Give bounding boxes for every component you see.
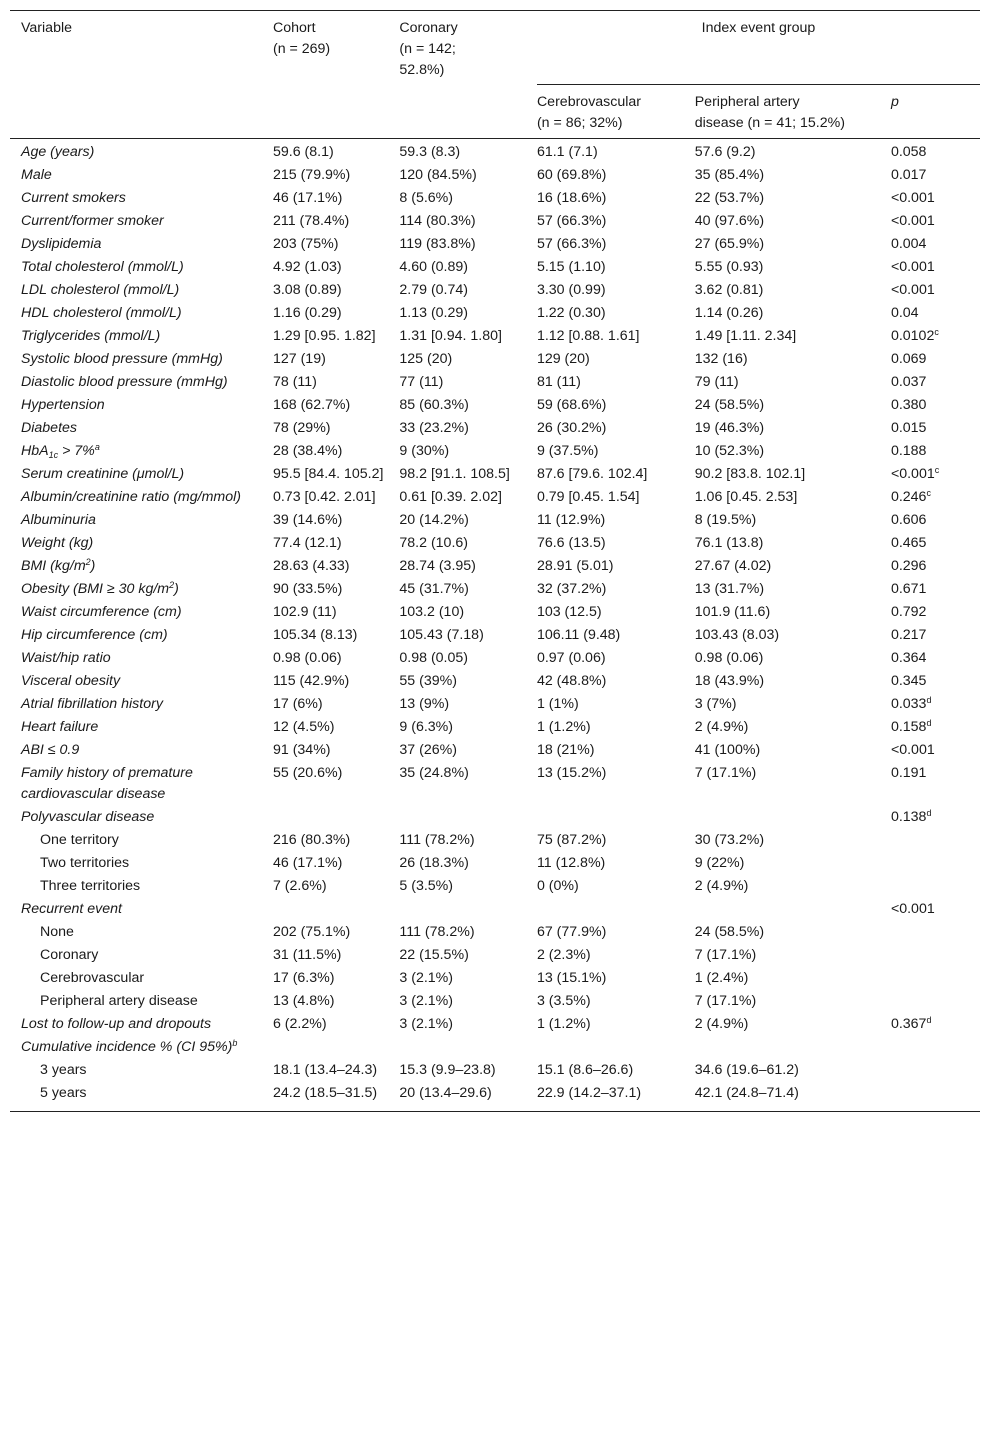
cell-cohort: 24.2 (18.5–31.5) <box>272 1085 378 1101</box>
cell-pad: 24 (58.5%) <box>694 397 765 413</box>
cell-pad: 2 (4.9%) <box>694 878 749 894</box>
cell-cerebro: 0.79 [0.45. 1.54] <box>536 489 640 505</box>
cell-cohort: 59.6 (8.1) <box>272 144 334 160</box>
cell-pad: 13 (31.7%) <box>694 581 765 597</box>
cell-pad: 22 (53.7%) <box>694 190 765 206</box>
row-label: Total cholesterol (mmol/L) <box>21 259 184 275</box>
cell-p-value <box>891 967 980 990</box>
row-label: Male <box>21 167 52 183</box>
row-label: Age (years) <box>21 144 95 160</box>
cell-p-value: <0.001$^c$ <box>890 465 940 482</box>
cell-p-value: <0.001 <box>890 901 935 917</box>
cell-p-value: 0.465 <box>890 535 927 551</box>
table-row <box>10 1013 980 1036</box>
cell-p-value: 0.246$^c$ <box>890 488 931 505</box>
table-row <box>10 509 980 532</box>
cell-cohort: 168 (62.7%) <box>272 397 351 413</box>
row-label: Diastolic blood pressure (mmHg) <box>21 374 228 390</box>
row-label: HDL cholesterol (mmol/L) <box>21 305 182 321</box>
cell-coronary: 3 (2.1%) <box>399 1016 454 1032</box>
cell-coronary: 0.61 [0.39. 2.02] <box>399 489 502 505</box>
cell-pad: 3 (7%) <box>694 696 737 712</box>
cell-cohort: 17 (6.3%) <box>272 970 335 986</box>
cell-coronary: 98.2 [91.1. 108.5] <box>399 466 510 482</box>
cell-cerebro: 0.97 (0.06) <box>536 650 606 666</box>
row-label: Obesity (BMI ≥ 30 $kg/m^2$) <box>21 580 179 597</box>
cell-p-value: 0.367$^d$ <box>890 1015 932 1032</box>
cell-pad: 19 (46.3%) <box>694 420 765 436</box>
cell-cohort: 46 (17.1%) <box>272 190 343 206</box>
cell-cohort: 46 (17.1%) <box>272 855 343 871</box>
cell-p-value <box>891 1059 980 1082</box>
table-row <box>10 647 980 670</box>
cell-cohort: 102.9 (11) <box>272 604 337 620</box>
cell-coronary: 105.43 (7.18) <box>399 627 484 643</box>
table-container <box>10 10 980 1112</box>
cell-cerebro: 42 (48.8%) <box>536 673 607 689</box>
cell-cohort: 13 (4.8%) <box>272 993 335 1009</box>
cell-coronary: 103.2 (10) <box>399 604 465 620</box>
cell-coronary: 114 (80.3%) <box>399 213 476 229</box>
cell-pad: 101.9 (11.6) <box>694 604 771 620</box>
cell-cerebro: 1.12 [0.88. 1.61] <box>536 328 640 344</box>
row-label: Two territories <box>40 855 130 871</box>
row-label: Recurrent event <box>21 901 122 917</box>
table-row <box>10 394 980 417</box>
cell-p-value <box>891 944 980 967</box>
cell-p-value: 0.296 <box>890 558 927 574</box>
table-header <box>10 11 980 139</box>
row-label: Albumin/creatinine ratio (mg/mmol) <box>21 489 241 505</box>
table-row <box>10 302 980 325</box>
cell-pad: 9 (22%) <box>694 855 745 871</box>
table-row <box>10 187 980 210</box>
cell-p-value: 0.037 <box>890 374 927 390</box>
cell-coronary: 85 (60.3%) <box>399 397 469 413</box>
cell-pad <box>695 898 891 921</box>
table-row <box>10 325 980 348</box>
row-label: Dyslipidemia <box>21 236 102 252</box>
cell-pad: 90.2 [83.8. 102.1] <box>694 466 806 482</box>
cell-pad <box>695 806 891 829</box>
cell-cerebro: 26 (30.2%) <box>536 420 607 436</box>
row-label: Atrial fibrillation history <box>21 696 163 712</box>
cell-coronary: 119 (83.8%) <box>399 236 476 252</box>
cell-pad: 7 (17.1%) <box>694 993 757 1009</box>
cell-cohort: 215 (79.9%) <box>272 167 351 183</box>
table-row <box>10 944 980 967</box>
cell-coronary: 111 (78.2%) <box>399 832 475 848</box>
table-row <box>10 233 980 256</box>
cell-p-value: 0.058 <box>890 144 927 160</box>
cell-cerebro: 28.91 (5.01) <box>536 558 614 574</box>
table-row <box>10 371 980 394</box>
cell-cerebro: 3.30 (0.99) <box>536 282 606 298</box>
cell-p-value: 0.033$^d$ <box>890 695 932 712</box>
cell-coronary: 1.31 [0.94. 1.80] <box>399 328 502 344</box>
cell-pad: 7 (17.1%) <box>694 765 757 781</box>
header-coronary: Coronary (n = 142; 52.8%) <box>399 20 458 78</box>
cell-cerebro: 2 (2.3%) <box>536 947 591 963</box>
cell-pad: 1.14 (0.26) <box>694 305 764 321</box>
table-row <box>10 486 980 509</box>
cell-pad <box>695 1036 891 1059</box>
cell-pad: 24 (58.5%) <box>694 924 765 940</box>
cell-p-value: <0.001 <box>890 190 935 206</box>
cell-p-value: 0.017 <box>890 167 927 183</box>
cell-cerebro <box>537 898 695 921</box>
cell-cerebro: 1 (1%) <box>536 696 579 712</box>
cell-p-value: 0.671 <box>890 581 927 597</box>
cell-cerebro: 18 (21%) <box>536 742 595 758</box>
cell-pad: 27.67 (4.02) <box>694 558 772 574</box>
cell-pad: 103.43 (8.03) <box>694 627 780 643</box>
cell-coronary: 13 (9%) <box>399 696 450 712</box>
cell-cohort: 105.34 (8.13) <box>272 627 358 643</box>
row-label: Weight (kg) <box>21 535 94 551</box>
row-label: Cerebrovascular <box>40 970 145 986</box>
table-row <box>10 806 980 829</box>
cell-cohort <box>273 806 399 829</box>
cell-coronary: 33 (23.2%) <box>399 420 469 436</box>
row-label: Waist circumference (cm) <box>21 604 182 620</box>
cell-coronary: 77 (11) <box>399 374 444 390</box>
cell-p-value: <0.001 <box>890 742 935 758</box>
cell-cerebro: 76.6 (13.5) <box>536 535 606 551</box>
cell-coronary: 20 (14.2%) <box>399 512 469 528</box>
row-label: Waist/hip ratio <box>21 650 111 666</box>
cell-coronary: 9 (30%) <box>399 443 450 459</box>
cell-coronary: 35 (24.8%) <box>399 765 469 781</box>
row-label: Heart failure <box>21 719 99 735</box>
cell-cerebro: 5.15 (1.10) <box>536 259 606 275</box>
cell-cerebro: 11 (12.9%) <box>536 512 606 528</box>
cell-cohort: 28 (38.4%) <box>272 443 343 459</box>
cell-cerebro: 22.9 (14.2–37.1) <box>536 1085 642 1101</box>
cell-cohort: 55 (20.6%) <box>272 765 343 781</box>
cell-coronary: 9 (6.3%) <box>399 719 454 735</box>
table-row <box>10 762 980 806</box>
cell-coronary: 45 (31.7%) <box>399 581 469 597</box>
row-label: HbA$_{1c}$ > 7%$^a$ <box>21 442 100 460</box>
cell-cohort: 95.5 [84.4. 105.2] <box>272 466 384 482</box>
table-row <box>10 739 980 762</box>
row-label: Lost to follow-up and dropouts <box>21 1016 212 1032</box>
cell-cohort: 31 (11.5%) <box>272 947 342 963</box>
table-row <box>10 921 980 944</box>
cell-cohort: 78 (11) <box>272 374 317 390</box>
cell-coronary <box>399 1036 537 1059</box>
row-label: Visceral obesity <box>21 673 121 689</box>
table-row <box>10 532 980 555</box>
cell-pad: 40 (97.6%) <box>694 213 765 229</box>
table-row <box>10 210 980 233</box>
table-row <box>10 139 980 165</box>
cell-coronary: 3 (2.1%) <box>399 993 454 1009</box>
row-label: Triglycerides (mmol/L) <box>21 328 161 344</box>
cell-cerebro: 67 (77.9%) <box>536 924 607 940</box>
header-peripheral-artery-disease: Peripheral artery disease (n = 41; 15.2%) <box>694 94 845 131</box>
table-row <box>10 693 980 716</box>
cell-p-value: <0.001 <box>890 282 935 298</box>
table-row <box>10 967 980 990</box>
cell-cohort: 203 (75%) <box>272 236 339 252</box>
row-label: Coronary <box>40 947 99 963</box>
cell-pad: 30 (73.2%) <box>694 832 765 848</box>
cell-coronary: 3 (2.1%) <box>399 970 454 986</box>
cell-p-value: 0.04 <box>890 305 919 321</box>
table-row <box>10 417 980 440</box>
cell-p-value: 0.792 <box>890 604 927 620</box>
cell-coronary: 59.3 (8.3) <box>399 144 461 160</box>
cell-cohort: 4.92 (1.03) <box>272 259 342 275</box>
cell-cohort: 216 (80.3%) <box>272 832 351 848</box>
table-row <box>10 829 980 852</box>
cell-cohort: 127 (19) <box>272 351 326 367</box>
cell-cohort: 7 (2.6%) <box>272 878 327 894</box>
cell-cohort: 0.98 (0.06) <box>272 650 342 666</box>
table-row <box>10 578 980 601</box>
cell-cerebro: 59 (68.6%) <box>536 397 607 413</box>
cell-p-value <box>891 1036 980 1059</box>
cell-pad: 2 (4.9%) <box>694 1016 749 1032</box>
cell-coronary: 1.13 (0.29) <box>399 305 469 321</box>
cell-cohort: 17 (6%) <box>272 696 323 712</box>
cell-cohort: 18.1 (13.4–24.3) <box>272 1062 378 1078</box>
cell-cerebro: 13 (15.1%) <box>536 970 607 986</box>
row-label: Current/former smoker <box>21 213 164 229</box>
table-row <box>10 1082 980 1112</box>
cell-pad: 76.1 (13.8) <box>694 535 764 551</box>
cell-pad: 42.1 (24.8–71.4) <box>694 1085 799 1101</box>
cell-p-value: <0.001 <box>890 213 935 229</box>
cell-cerebro: 9 (37.5%) <box>536 443 599 459</box>
table-row <box>10 852 980 875</box>
row-label: LDL cholesterol (mmol/L) <box>21 282 180 298</box>
cell-cerebro: 60 (69.8%) <box>536 167 607 183</box>
table-row <box>10 875 980 898</box>
cell-coronary <box>399 898 537 921</box>
cell-cerebro: 32 (37.2%) <box>536 581 607 597</box>
table-row <box>10 990 980 1013</box>
cell-cerebro: 11 (12.8%) <box>536 855 606 871</box>
cell-pad: 1 (2.4%) <box>694 970 749 986</box>
cell-cerebro: 106.11 (9.48) <box>536 627 621 643</box>
cell-p-value: 0.606 <box>890 512 927 528</box>
cell-cohort <box>273 898 399 921</box>
cell-cerebro: 1 (1.2%) <box>536 1016 591 1032</box>
cell-cohort: 1.16 (0.29) <box>272 305 342 321</box>
cell-p-value <box>891 852 980 875</box>
table-row <box>10 555 980 578</box>
cell-cerebro: 61.1 (7.1) <box>536 144 598 160</box>
cell-pad: 34.6 (19.6–61.2) <box>694 1062 799 1078</box>
cell-pad: 132 (16) <box>694 351 748 367</box>
table-row <box>10 256 980 279</box>
header-index-event-group: Index event group <box>537 11 980 85</box>
table-row <box>10 670 980 693</box>
row-label: One territory <box>40 832 119 848</box>
row-label: Hypertension <box>21 397 105 413</box>
cell-cerebro: 87.6 [79.6. 102.4] <box>536 466 648 482</box>
cell-p-value: <0.001 <box>890 259 935 275</box>
table-row <box>10 624 980 647</box>
cell-coronary: 5 (3.5%) <box>399 878 454 894</box>
cell-cohort: 3.08 (0.89) <box>272 282 342 298</box>
row-label: Hip circumference (cm) <box>21 627 168 643</box>
cell-coronary: 78.2 (10.6) <box>399 535 469 551</box>
cell-coronary: 20 (13.4–29.6) <box>399 1085 492 1101</box>
row-label: 5 years <box>40 1085 87 1101</box>
cell-cerebro: 15.1 (8.6–26.6) <box>536 1062 634 1078</box>
cell-pad: 5.55 (0.93) <box>694 259 764 275</box>
cell-coronary: 28.74 (3.95) <box>399 558 476 574</box>
cell-cerebro: 1 (1.2%) <box>536 719 591 735</box>
cell-coronary: 0.98 (0.05) <box>399 650 469 666</box>
cell-pad: 57.6 (9.2) <box>694 144 756 160</box>
row-label: Serum creatinine (μmol/L) <box>21 466 185 482</box>
row-label: BMI $(kg/m^2)$ <box>21 557 96 574</box>
characteristics-table <box>10 10 980 1112</box>
cell-pad: 1.49 [1.11. 2.34] <box>694 328 797 344</box>
cell-coronary: 26 (18.3%) <box>399 855 469 871</box>
row-label: Albuminuria <box>21 512 96 528</box>
table-row <box>10 716 980 739</box>
cell-p-value: 0.0102$^c$ <box>890 327 939 344</box>
cell-p-value: 0.191 <box>890 765 927 781</box>
cell-coronary: 37 (26%) <box>399 742 457 758</box>
row-label: ABI ≤ 0.9 <box>21 742 80 758</box>
cell-cerebro: 1.22 (0.30) <box>536 305 606 321</box>
cell-cerebro: 103 (12.5) <box>536 604 602 620</box>
cell-cohort: 115 (42.9%) <box>272 673 350 689</box>
table-row <box>10 164 980 187</box>
cell-cerebro: 81 (11) <box>536 374 581 390</box>
table-row <box>10 279 980 302</box>
cell-p-value: 0.364 <box>890 650 927 666</box>
cell-p-value <box>891 829 980 852</box>
row-label: Family history of premature cardiovascular disease <box>21 765 193 802</box>
cell-cohort: 202 (75.1%) <box>272 924 351 940</box>
cell-pad: 27 (65.9%) <box>694 236 765 252</box>
row-label: Current smokers <box>21 190 126 206</box>
row-label: Systolic blood pressure (mmHg) <box>21 351 223 367</box>
table-row <box>10 348 980 371</box>
row-label: Cumulative incidence % (CI 95%)$^b$ <box>21 1038 238 1055</box>
cell-pad: 10 (52.3%) <box>694 443 765 459</box>
cell-coronary <box>399 806 537 829</box>
table-row <box>10 1059 980 1082</box>
row-label: Three territories <box>40 878 141 894</box>
cell-cohort: 91 (34%) <box>272 742 331 758</box>
cell-p-value: 0.380 <box>890 397 927 413</box>
header-p-value: p <box>890 94 899 110</box>
cell-p-value <box>891 990 980 1013</box>
cell-cohort: 1.29 [0.95. 1.82] <box>272 328 376 344</box>
row-label: Peripheral artery disease <box>40 993 198 1009</box>
cell-cerebro <box>537 1036 695 1059</box>
cell-pad: 79 (11) <box>694 374 739 390</box>
cell-coronary: 8 (5.6%) <box>399 190 454 206</box>
cell-cohort: 39 (14.6%) <box>272 512 343 528</box>
cell-cohort: 6 (2.2%) <box>272 1016 327 1032</box>
cell-cohort <box>273 1036 399 1059</box>
cell-pad: 18 (43.9%) <box>694 673 765 689</box>
cell-cerebro: 129 (20) <box>536 351 590 367</box>
cell-cerebro: 75 (87.2%) <box>536 832 607 848</box>
cell-p-value: 0.188 <box>890 443 927 459</box>
cell-cerebro <box>537 806 695 829</box>
cell-cohort: 77.4 (12.1) <box>272 535 342 551</box>
cell-cohort: 211 (78.4%) <box>272 213 350 229</box>
header-variable: Variable <box>21 20 72 36</box>
cell-cohort: 12 (4.5%) <box>272 719 335 735</box>
row-label: 3 years <box>40 1062 87 1078</box>
header-cohort: Cohort (n = 269) <box>272 20 331 57</box>
cell-coronary: 111 (78.2%) <box>399 924 475 940</box>
cell-cohort: 0.73 [0.42. 2.01] <box>272 489 376 505</box>
cell-pad: 1.06 [0.45. 2.53] <box>694 489 798 505</box>
table-row <box>10 1036 980 1059</box>
cell-cerebro: 57 (66.3%) <box>536 236 607 252</box>
cell-p-value: 0.217 <box>890 627 927 643</box>
table-row <box>10 601 980 624</box>
cell-p-value: 0.069 <box>890 351 927 367</box>
cell-pad: 41 (100%) <box>694 742 761 758</box>
row-label: Diabetes <box>21 420 77 436</box>
cell-cohort: 28.63 (4.33) <box>272 558 350 574</box>
cell-coronary: 120 (84.5%) <box>399 167 477 183</box>
cell-coronary: 15.3 (9.9–23.8) <box>399 1062 496 1078</box>
cell-cerebro: 13 (15.2%) <box>536 765 607 781</box>
row-label: None <box>40 924 74 940</box>
cell-coronary: 2.79 (0.74) <box>399 282 469 298</box>
cell-pad: 3.62 (0.81) <box>694 282 764 298</box>
cell-p-value: 0.345 <box>890 673 927 689</box>
cell-cohort: 78 (29%) <box>272 420 331 436</box>
table-row <box>10 440 980 463</box>
cell-p-value: 0.138$^d$ <box>890 808 932 825</box>
row-label: Polyvascular disease <box>21 809 155 825</box>
cell-p-value: 0.004 <box>890 236 927 252</box>
table-row <box>10 898 980 921</box>
cell-p-value: 0.015 <box>890 420 927 436</box>
cell-p-value <box>891 875 980 898</box>
cell-p-value: 0.158$^d$ <box>890 718 932 735</box>
cell-cerebro: 16 (18.6%) <box>536 190 607 206</box>
cell-p-value <box>891 921 980 944</box>
cell-pad: 35 (85.4%) <box>694 167 765 183</box>
cell-cerebro: 0 (0%) <box>536 878 579 894</box>
table-row <box>10 463 980 486</box>
cell-cerebro: 3 (3.5%) <box>536 993 591 1009</box>
cell-coronary: 4.60 (0.89) <box>399 259 469 275</box>
cell-pad: 8 (19.5%) <box>694 512 757 528</box>
cell-p-value <box>891 1082 980 1112</box>
cell-pad: 0.98 (0.06) <box>694 650 764 666</box>
cell-cerebro: 57 (66.3%) <box>536 213 607 229</box>
cell-pad: 7 (17.1%) <box>694 947 757 963</box>
cell-coronary: 125 (20) <box>399 351 453 367</box>
cell-coronary: 22 (15.5%) <box>399 947 469 963</box>
cell-coronary: 55 (39%) <box>399 673 457 689</box>
header-cerebrovascular: Cerebrovascular (n = 86; 32%) <box>536 94 642 131</box>
cell-cohort: 90 (33.5%) <box>272 581 343 597</box>
table-body <box>10 139 980 1112</box>
cell-pad: 2 (4.9%) <box>694 719 749 735</box>
